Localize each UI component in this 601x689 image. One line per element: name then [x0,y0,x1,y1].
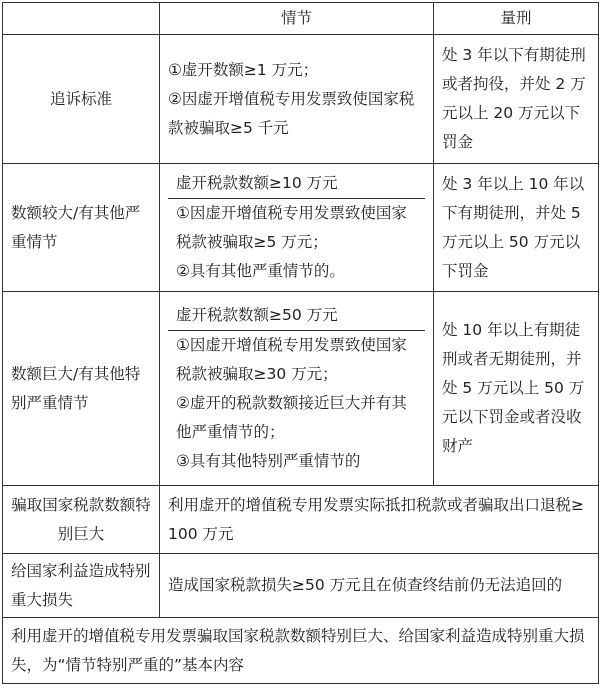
amount-condition: 虚开税款数额≥50 万元 [176,306,338,324]
row-fraud-huge [3,486,599,554]
circumstance-item: ①因虚开增值税专用发票致使国家税款被骗取≥5 万元； [176,204,407,251]
row-label: 追诉标准 [3,35,160,164]
row-label: 数额较大/有其他严重情节 [3,164,160,292]
circumstance-cell: 利用虚开的增值税专用发票实际抵扣税款或者骗取出口退税≥100 万元 [160,486,599,554]
penalty-cell: 处 3 年以上 10 年以下有期徒刑，并处 5 万元以上 50 万元以下罚金 [434,164,599,292]
row-major-loss [3,554,599,618]
row-label: 骗取国家税款数额特别巨大 [3,486,160,554]
circumstance-item: ②因虚开增值税专用发票致使国家税款被骗取≥5 千元 [168,89,415,137]
row-prosecution-standard [3,35,599,164]
penalty-cell: 处 3 年以下有期徒刑或者拘役，并处 2 万元以上 20 万元以下罚金 [434,35,599,164]
row-label: 数额巨大/有其他特别严重情节 [3,292,160,486]
row-footer-note [3,618,599,684]
circumstance-cell [160,164,434,292]
circumstance-item: ②具有其他严重情节的。 [176,262,345,280]
circumstance-group [168,198,425,286]
row-huge-amount [3,292,599,486]
circumstance-item: ②虚开的税款数额接近巨大并有其他严重情节的； [176,394,407,441]
row-large-amount [3,164,599,292]
circumstance-item: ③具有其他特别严重情节的 [176,452,361,470]
circumstance-cell [160,35,434,164]
header-penalty: 量刑 [434,3,599,35]
amount-condition: 虚开税款数额≥10 万元 [176,174,338,192]
footer-note: 利用虚开的增值税专用发票骗取国家税款数额特别巨大、给国家利益造成特别重大损失，为“情节特别严重的”基本内容 [3,618,599,684]
circumstance-group [168,330,425,476]
header-circumstance: 情节 [160,3,434,35]
circumstance-item: ①虚开数额≥1 万元； [168,60,319,79]
header-row [3,3,599,35]
row-label: 给国家利益造成特别重大损失 [3,554,160,618]
circumstance-item: ①因虚开增值税专用发票致使国家税款被骗取≥30 万元； [176,336,407,383]
penalty-cell: 处 10 年以上有期徒刑或者无期徒刑，并处 5 万元以上 50 万元以下罚金或者没收财产 [434,292,599,486]
header-blank-cell [3,3,160,35]
sentencing-table [2,2,599,684]
circumstance-cell [160,292,434,486]
circumstance-cell: 造成国家税款损失≥50 万元且在侦查终结前仍无法追回的 [160,554,599,618]
